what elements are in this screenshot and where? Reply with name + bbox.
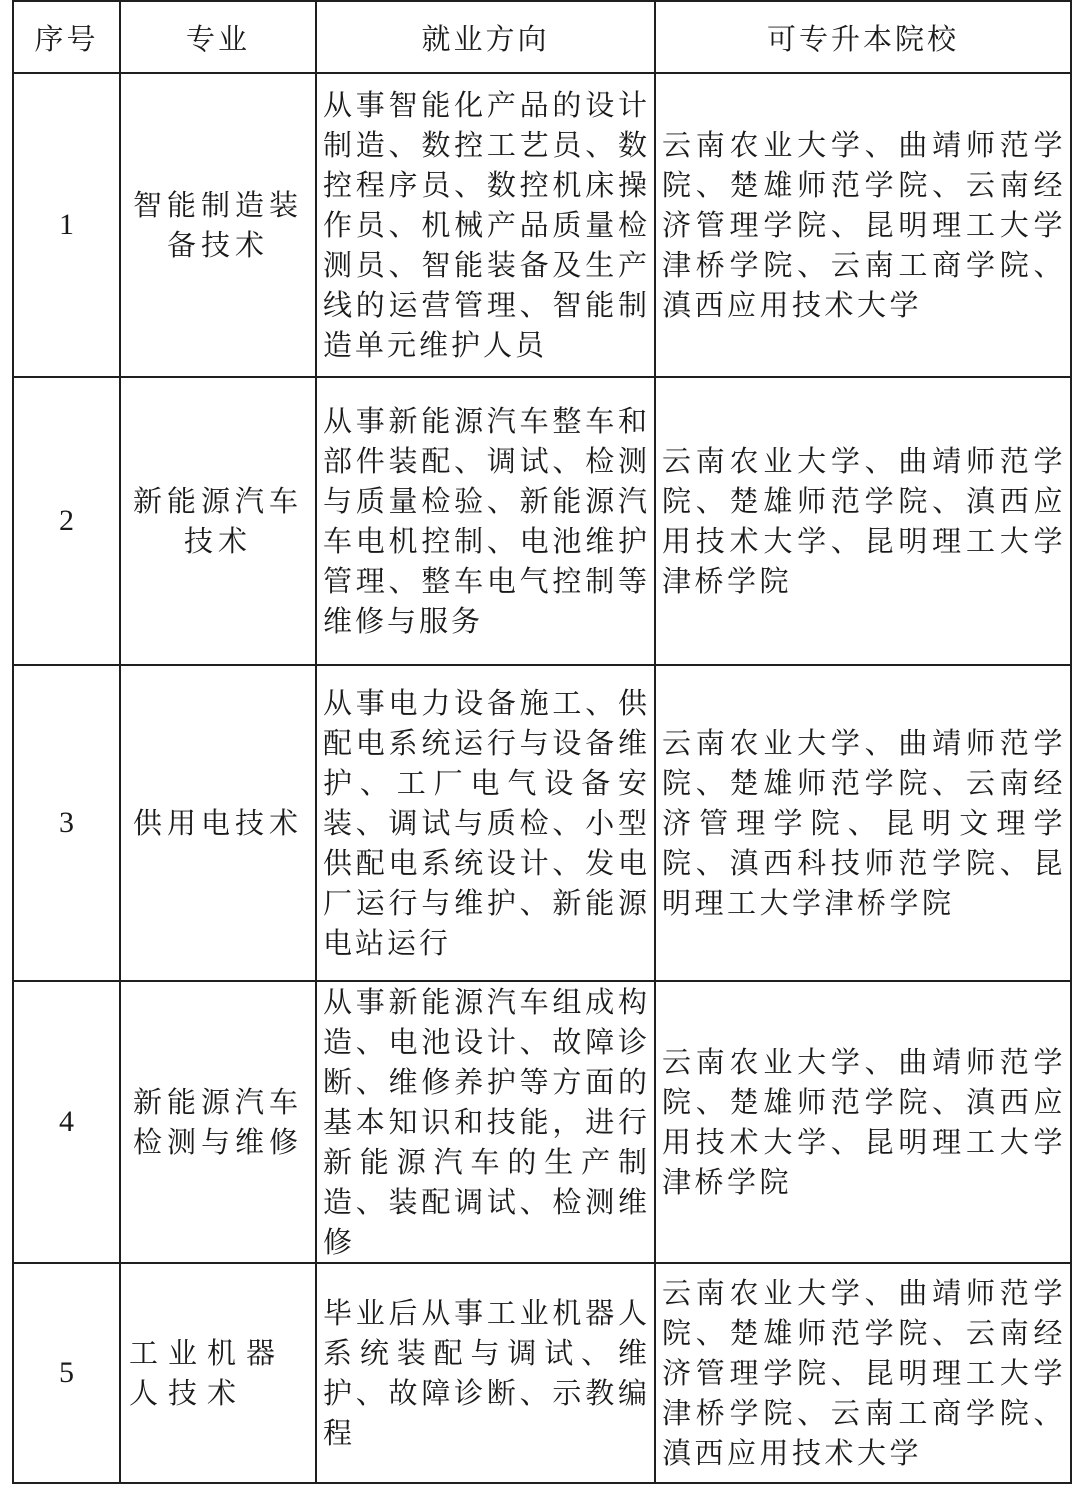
header-major: 专业 [120,1,316,73]
row-major: 供用电技术 [120,665,316,981]
row-direction: 从事新能源汽车整车和部件装配、调试、检测与质量检验、新能源汽车电机控制、电池维护管理、整车电气控制等维修与服务 [316,377,655,665]
row-major: 工业机器人技术 [120,1263,316,1483]
table-row [13,73,1071,377]
table-row [13,1263,1071,1483]
row-direction: 毕业后从事工业机器人系统装配与调试、维护、故障诊断、示教编程 [316,1263,655,1483]
row-no: 3 [13,665,120,981]
row-major: 新能源汽车检测与维修 [120,981,316,1263]
row-major: 新能源汽车技术 [120,377,316,665]
table-row [13,665,1071,981]
header-no: 序号 [13,1,120,73]
row-schools: 云南农业大学、曲靖师范学院、楚雄师范学院、滇西应用技术大学、昆明理工大学津桥学院 [655,981,1071,1263]
row-direction: 从事电力设备施工、供配电系统运行与设备维护、工厂电气设备安装、调试与质检、小型供配电系统设计、发电厂运行与维护、新能源电站运行 [316,665,655,981]
table-row [13,981,1071,1263]
majors-table [12,0,1072,1484]
majors-table-container [12,0,1070,1484]
row-schools: 云南农业大学、曲靖师范学院、楚雄师范学院、云南经济管理学院、昆明文理学院、滇西科技师范学院、昆明理工大学津桥学院 [655,665,1071,981]
row-no: 4 [13,981,120,1263]
row-direction: 从事智能化产品的设计制造、数控工艺员、数控程序员、数控机床操作员、机械产品质量检测员、智能装备及生产线的运营管理、智能制造单元维护人员 [316,73,655,377]
row-major: 智能制造装备技术 [120,73,316,377]
table-row [13,377,1071,665]
row-no: 2 [13,377,120,665]
header-direction: 就业方向 [316,1,655,73]
header-schools: 可专升本院校 [655,1,1071,73]
table-header-row [13,1,1071,73]
row-no: 1 [13,73,120,377]
row-no: 5 [13,1263,120,1483]
row-schools: 云南农业大学、曲靖师范学院、楚雄师范学院、滇西应用技术大学、昆明理工大学津桥学院 [655,377,1071,665]
row-direction: 从事新能源汽车组成构造、电池设计、故障诊断、维修养护等方面的基本知识和技能，进行新能源汽车的生产制造、装配调试、检测维修 [316,981,655,1263]
row-schools: 云南农业大学、曲靖师范学院、楚雄师范学院、云南经济管理学院、昆明理工大学津桥学院、云南工商学院、滇西应用技术大学 [655,73,1071,377]
row-schools: 云南农业大学、曲靖师范学院、楚雄师范学院、云南经济管理学院、昆明理工大学津桥学院、云南工商学院、滇西应用技术大学 [655,1263,1071,1483]
